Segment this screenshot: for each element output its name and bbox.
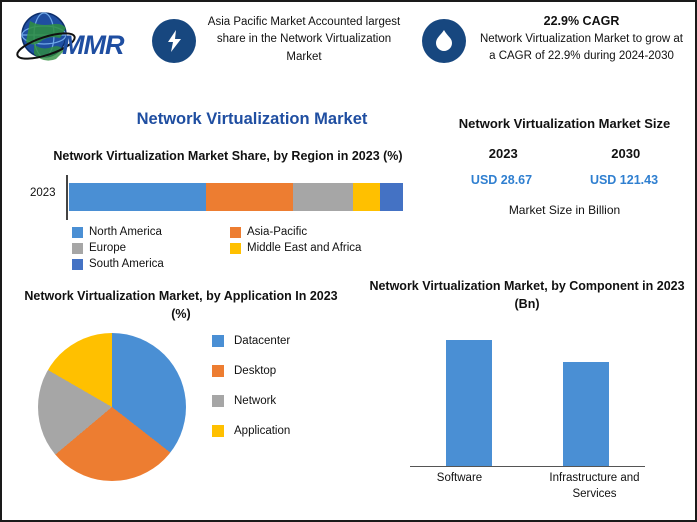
component-chart bbox=[362, 277, 692, 500]
legend-item bbox=[72, 258, 230, 270]
region-axis-line bbox=[66, 175, 68, 220]
header bbox=[2, 2, 695, 88]
legend-label: Application bbox=[234, 425, 291, 437]
legend-item bbox=[212, 335, 290, 347]
legend-swatch-icon bbox=[230, 227, 241, 238]
component-label-software: Software bbox=[436, 472, 483, 484]
header-highlight-1-text: Asia Pacific Market Accounted largest share in the Network Virtualization Market bbox=[207, 16, 401, 63]
legend-item bbox=[72, 242, 230, 254]
legend-label: North America bbox=[89, 226, 162, 239]
component-bar-software bbox=[446, 340, 492, 466]
cagr-description: Network Virtualization Market to grow at a CAGR of 22.9% during 2024-2030 bbox=[479, 32, 684, 62]
legend-swatch-icon bbox=[230, 243, 241, 254]
market-size-unit: Market Size in Billion bbox=[508, 202, 621, 217]
region-segment-north-america bbox=[69, 183, 206, 211]
region-stacked-bar bbox=[69, 183, 403, 211]
legend-swatch-icon bbox=[212, 335, 224, 347]
cagr-value: 22.9% CAGR bbox=[543, 14, 620, 28]
legend-swatch-icon bbox=[72, 259, 83, 270]
legend-item bbox=[230, 226, 388, 238]
component-category-labels bbox=[392, 471, 662, 502]
legend-item bbox=[230, 242, 388, 254]
legend-label: Datacenter bbox=[234, 335, 291, 347]
application-share-chart bbox=[16, 287, 346, 437]
market-size-years bbox=[442, 146, 687, 161]
brand-name: MMR bbox=[62, 30, 124, 60]
component-chart-title: Network Virtualization Market, by Component in 2023 (Bn) bbox=[369, 279, 685, 312]
region-segment-europe bbox=[293, 183, 353, 211]
region-segment-south-america bbox=[380, 183, 403, 211]
market-size-value-forecast: USD 121.43 bbox=[589, 172, 659, 187]
application-chart-title: Network Virtualization Market, by Application In 2023 (%) bbox=[24, 289, 338, 322]
legend-label: Europe bbox=[89, 242, 127, 255]
legend-label: Desktop bbox=[234, 365, 277, 377]
market-size-panel bbox=[442, 114, 687, 217]
component-chart-plot bbox=[410, 327, 645, 467]
legend-swatch-icon bbox=[72, 243, 83, 254]
market-size-values bbox=[442, 173, 687, 187]
component-bar-infrastructure bbox=[563, 362, 609, 466]
lightning-bolt-icon bbox=[152, 19, 196, 63]
region-segment-asia-pacific bbox=[206, 183, 293, 211]
brand-logo bbox=[16, 10, 146, 72]
component-axis-line bbox=[410, 466, 645, 468]
component-label-infrastructure: Infrastructure and Services bbox=[549, 472, 640, 500]
legend-label: Network bbox=[234, 395, 277, 407]
application-pie bbox=[38, 333, 186, 481]
legend-label: South America bbox=[89, 258, 164, 271]
legend-item bbox=[212, 425, 290, 437]
market-size-year-base: 2023 bbox=[488, 145, 518, 161]
flame-icon bbox=[422, 19, 466, 63]
region-legend bbox=[28, 226, 388, 274]
legend-swatch-icon bbox=[72, 227, 83, 238]
legend-item bbox=[212, 395, 290, 407]
market-size-title: Network Virtualization Market Size bbox=[458, 116, 671, 131]
page-title: Network Virtualization Market bbox=[136, 110, 368, 128]
region-chart-title: Network Virtualization Market Share, by Region in 2023 (%) bbox=[53, 149, 403, 163]
legend-label: Middle East and Africa bbox=[247, 242, 362, 255]
component-bars bbox=[410, 328, 645, 466]
region-segment-mea bbox=[353, 183, 380, 211]
region-axis-label: 2023 bbox=[30, 187, 56, 200]
header-highlight-2-text bbox=[476, 12, 687, 65]
market-size-value-base: USD 28.67 bbox=[470, 172, 533, 187]
legend-swatch-icon bbox=[212, 395, 224, 407]
region-share-chart bbox=[28, 147, 428, 274]
market-size-year-forecast: 2030 bbox=[611, 145, 641, 161]
legend-item bbox=[72, 226, 230, 238]
legend-label: Asia-Pacific bbox=[247, 226, 308, 239]
application-legend bbox=[212, 335, 290, 455]
region-chart-plot bbox=[28, 175, 428, 220]
legend-swatch-icon bbox=[212, 365, 224, 377]
legend-swatch-icon bbox=[212, 425, 224, 437]
legend-item bbox=[212, 365, 290, 377]
